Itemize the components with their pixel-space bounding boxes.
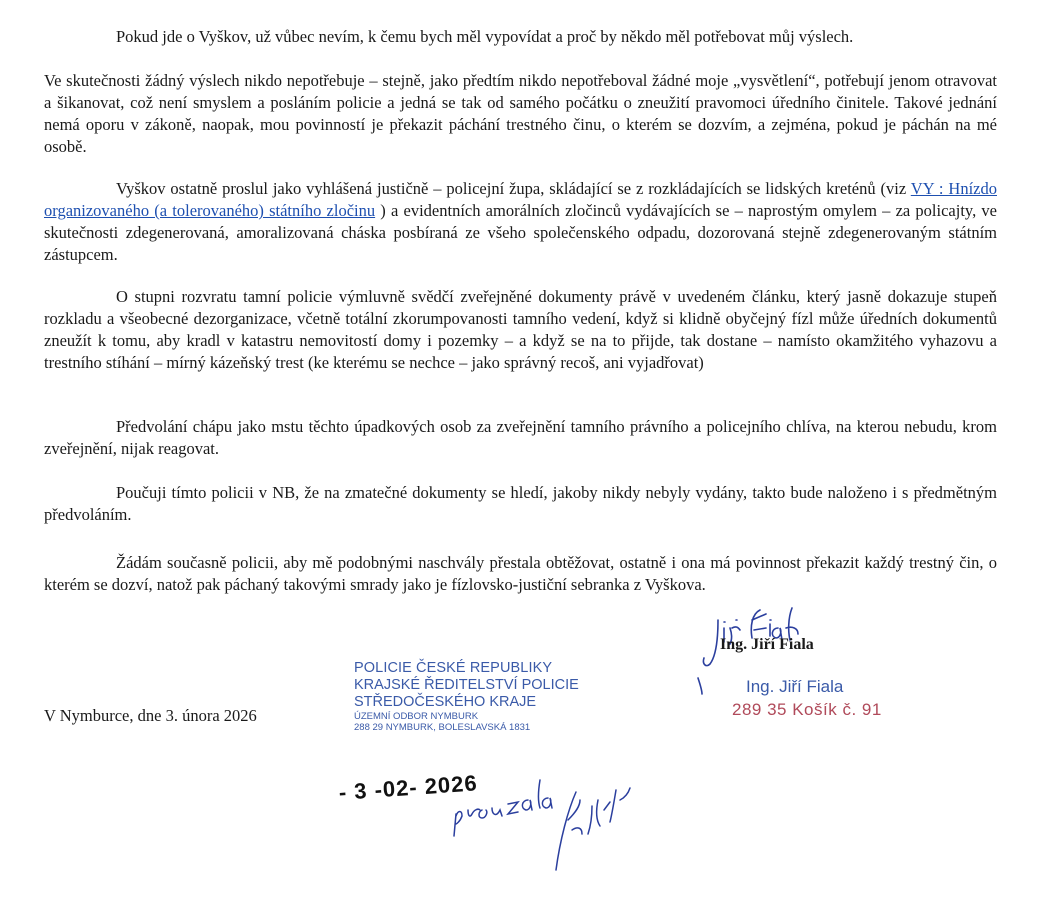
paragraph-4: O stupni rozvratu tamní policie výmluvně svědčí zveřejněné dokumenty právě v uvedeném článku, který jasně dokazuje stupeň rozkladu a všeobecné dezorganizace, včetně totální zkorumpovanosti tamního vedení, když si klidně obyčejný fízl může úředních dokumentů zneužít k tomu, aby kradl v katastru nemovitostí domy i pozemky – a když se na to přijde, tak dostane – namísto okamžitého vyhazovu a trestního stíhání – mírný kázeňský trest (ke kterému se nechce – jako správný recoš, ani vyjadřovat)	[44, 287, 997, 372]
paragraph-2: Ve skutečnosti žádný výslech nikdo nepotřebuje – stejně, jako předtím nikdo nepotřeboval žádné moje „vysvětlení“, potřebují jenom otravovat a šikanovat, což není smyslem a posláním policie a jedná se tak od samého počátku o zneužití pravomoci úředního činitele. Takové jednání nemá oporu v zákoně, naopak, mou povinností je překazit páchání trestného činu, o kterém se dozvím, a zejména, pokud je páchán na mé osobě.	[44, 71, 997, 156]
signer-stamp-address: 289 35 Košík č. 91	[732, 700, 882, 719]
paragraph-3-after: ) a evidentních amorálních zločinců vydávajících se – naprostým omylem – za policajty, ve skutečnosti zdegenerovaná, amoralizovaná cháska posbíraná ze všeho společenského odpadu, dozorovaná stejně zdegenerovaným státním zástupcem.	[44, 201, 997, 264]
police-stamp-line-1: POLICIE ČESKÉ REPUBLIKY	[354, 660, 553, 676]
police-stamp-line-4: ÚZEMNÍ ODBOR NYMBURK	[354, 711, 479, 722]
paragraph-5: Předvolání chápu jako mstu těchto úpadkových osob za zveřejnění tamního právního a policejního chlíva, na kterou nebudu, krom zveřejnění, nijak reagovat.	[44, 417, 997, 458]
signer-stamp-name: Ing. Jiří Fiala	[746, 677, 844, 696]
police-stamp	[354, 660, 579, 733]
paragraph-3	[44, 178, 997, 266]
paragraph-3-before: Vyškov ostatně proslul jako vyhlášená justičně – policejní župa, skládající se z rozkládajících se lidských kreténů (viz	[116, 179, 911, 198]
signer-name: Ing. Jiří Fiala	[720, 636, 814, 653]
cut-off-top-line	[55, 0, 1019, 4]
paragraph-1: Pokud jde o Vyškov, už vůbec nevím, k čemu bych měl vypovídat a proč by někdo měl potřebovat můj výslech.	[116, 27, 854, 46]
paragraph-6: Poučuji tímto policii v NB, že na zmatečné dokumenty se hledí, jakoby nikdy nebyly vydány, takto bude naloženo i s předmětným předvoláním.	[44, 483, 997, 524]
paragraph-7: Žádám současně policii, aby mě podobnými naschvály přestala obtěžovat, ostatně i ona má povinnost překazit každý trestný čin, o kterém se dozví, natož pak páchaný takovými smrady jako je fízlovsko-justiční sebranka z Vyškova.	[44, 553, 997, 594]
police-stamp-line-3: STŘEDOČESKÉHO KRAJE	[354, 694, 537, 710]
received-handwriting-icon	[452, 770, 692, 880]
signer-stamp	[722, 676, 882, 722]
received-date-stamp: - 3 -02- 2026	[338, 770, 479, 805]
police-stamp-line-2: KRAJSKÉ ŘEDITELSTVÍ POLICIE	[354, 677, 579, 693]
article-link[interactable]: VY : Hnízdo organizovaného (a tolerovaného) státního zločinu	[44, 179, 997, 220]
place-and-date: V Nymburce, dne 3. února 2026	[44, 706, 257, 725]
police-stamp-line-5: 288 29 NYMBURK, BOLESLAVSKÁ 1831	[354, 722, 531, 733]
